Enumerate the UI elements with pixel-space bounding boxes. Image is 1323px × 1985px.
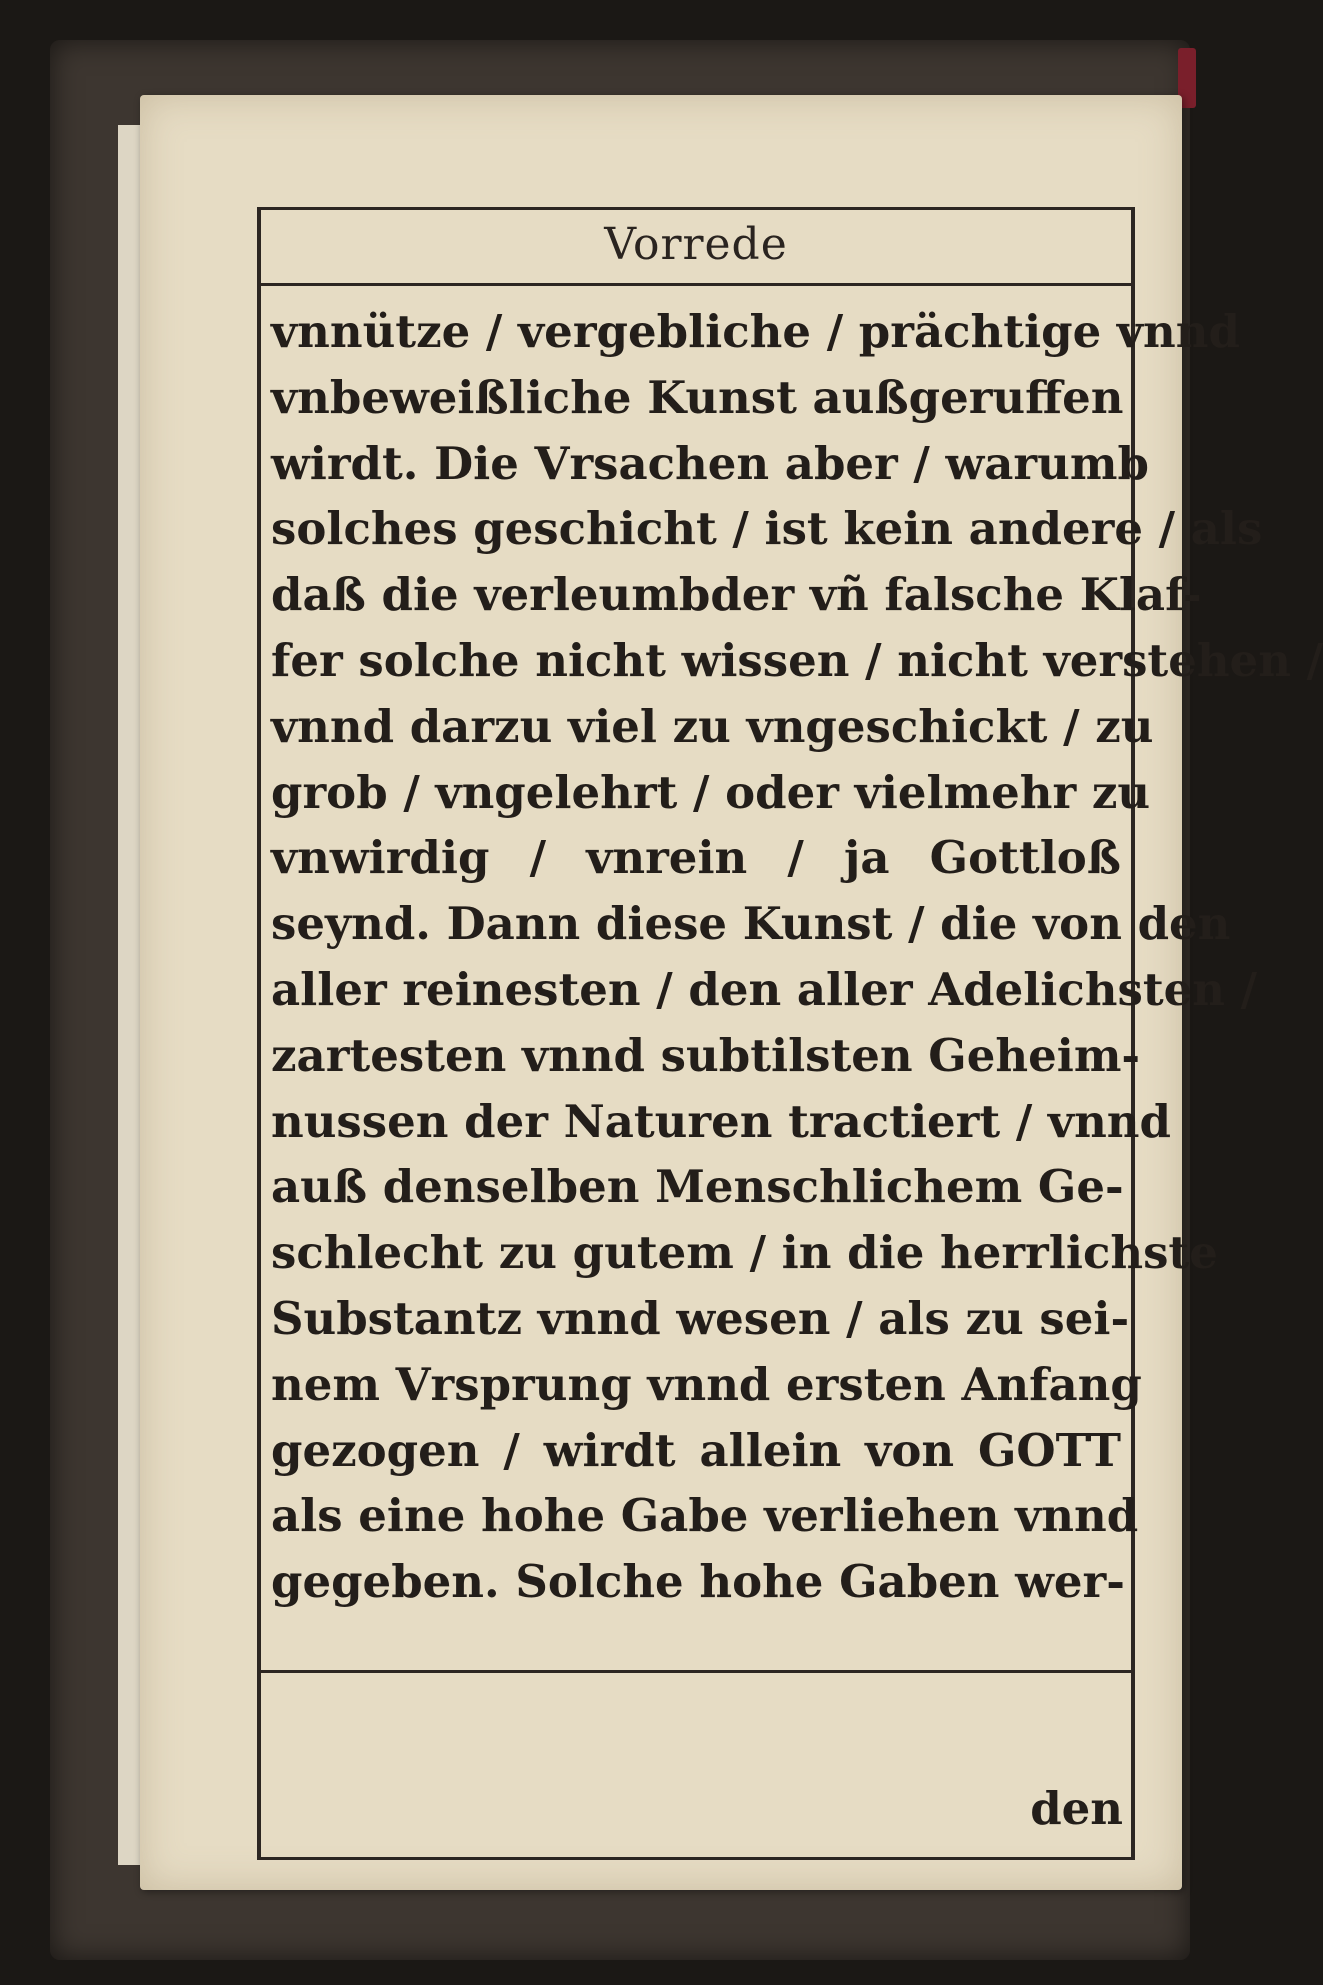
text-line: nussen der Naturen tractiert / vnnd [271,1094,1171,1148]
text-line: gezogen / wirdt allein von GOTT [271,1423,1121,1477]
text-line: zartesten vnnd subtilsten Geheim- [271,1028,1141,1082]
text-line: seynd. Dann diese Kunst / die von den [271,897,1231,951]
text-line: Substantz vnnd wesen / als zu sei- [271,1291,1130,1345]
header-rule [261,283,1131,286]
text-line: wirdt. Die Vrsachen aber / warumb [271,436,1149,490]
text-frame [257,207,1323,1860]
footer-rule [261,1670,1131,1673]
text-line: vnwirdig / vnrein / ja Gottloß [271,831,1121,885]
text-line: nem Vrsprung vnnd ersten Anfang [271,1357,1142,1411]
text-line: gegeben. Solche hohe Gaben wer- [271,1555,1125,1609]
text-line: als eine hohe Gabe verliehen vnnd [271,1489,1139,1543]
text-line: daß die verleumbder vñ falsche Klaf- [271,568,1202,622]
text-line: vnbeweißliche Kunst außgeruffen [271,370,1124,424]
text-line: auß denselben Menschlichem Ge- [271,1160,1124,1214]
book-page [140,95,1323,1890]
text-block [271,299,1323,1615]
text-line: grob / vngelehrt / oder vielmehr zu [271,765,1151,819]
text-line: solches geschicht / ist kein andere / als [271,502,1263,556]
catchword: den [1030,1782,1123,1835]
text-line: vnnütze / vergebliche / prächtige vnnd [271,305,1240,358]
text-line: schlecht zu gutem / in die herrlichste [271,1226,1218,1280]
bottom-rule [261,1857,1131,1860]
text-line: fer solche nicht wissen / nicht verstehen / [271,633,1323,687]
running-head: Vorrede [604,219,788,270]
top-rule [261,207,1131,210]
text-line: aller reinesten / den aller Adelichsten / [271,962,1258,1016]
text-line: vnnd darzu viel zu vngeschickt / zu [271,699,1154,753]
